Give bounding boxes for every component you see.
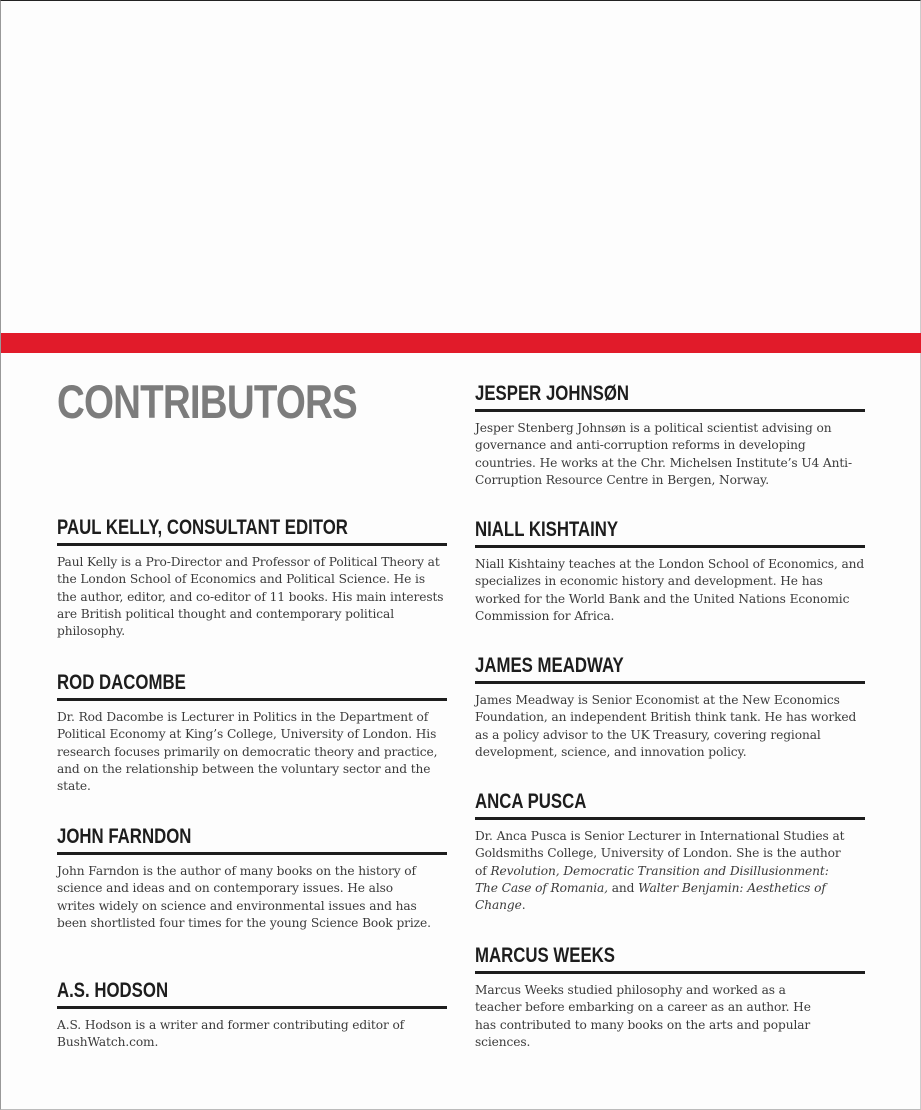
page-title: CONTRIBUTORS bbox=[57, 375, 357, 428]
divider bbox=[57, 852, 447, 855]
divider bbox=[475, 409, 865, 412]
book-title: Revolution, Democratic Transition and Disillusionment: The Case of Romania, bbox=[475, 863, 829, 895]
contributor-entry bbox=[57, 671, 447, 795]
contributor-bio: Jesper Stenberg Johnsøn is a political scientist advising on governance and anti-corruption reforms in developing countries. He works at the Chr. Michelsen Institute’s U4 Anti-Corruption Resource Centre in Bergen, Norway. bbox=[475, 421, 852, 487]
divider bbox=[475, 817, 865, 820]
divider bbox=[475, 545, 865, 548]
bio-text: . bbox=[521, 898, 526, 913]
contributor-entry bbox=[57, 825, 447, 932]
contributor-bio: James Meadway is Senior Economist at the New Economics Foundation, an independent British think tank. He has worked as a policy advisor to the UK Treasury, covering regional development, science, and innovation policy. bbox=[475, 693, 857, 759]
bio-text: Dr. Anca Pusca is Senior Lecturer in International Studies at Goldsmiths College, University of London. She is the author of bbox=[475, 829, 845, 878]
contributor-bio: John Farndon is the author of many books on the history of science and ideas and on contemporary issues. He also writes widely on science and environmental issues and has been shortlisted four times for the young Science Book prize. bbox=[57, 864, 431, 930]
contributor-name: PAUL KELLY, CONSULTANT EDITOR bbox=[57, 516, 348, 539]
contributor-name: MARCUS WEEKS bbox=[475, 944, 616, 967]
contributor-name: NIALL KISHTAINY bbox=[475, 518, 619, 541]
contributor-bio: Dr. Rod Dacombe is Lecturer in Politics in the Department of Political Economy at King’s College, University of London. His research focuses primarily on democratic theory and practice, and on the relationship between the voluntary sector and the state. bbox=[57, 710, 438, 794]
divider bbox=[57, 698, 447, 701]
divider bbox=[57, 1006, 447, 1009]
bio-text: and bbox=[607, 880, 639, 895]
contributor-name: JESPER JOHNSØN bbox=[475, 382, 630, 405]
book-title: Walter Benjamin: Aesthetics of Change bbox=[475, 880, 826, 913]
contributor-name: JAMES MEADWAY bbox=[475, 654, 624, 677]
contributor-entry bbox=[57, 516, 447, 640]
contributor-bio: Paul Kelly is a Pro-Director and Professor of Political Theory at the London School of Economics and Political Science. He is the author, editor, and co-editor of 11 books. His main interests are British political thought and contemporary political philosophy. bbox=[57, 555, 444, 639]
contributor-name: ROD DACOMBE bbox=[57, 671, 186, 694]
accent-band bbox=[1, 333, 921, 353]
contributor-entry bbox=[475, 382, 865, 489]
contributor-entry bbox=[475, 944, 865, 1051]
divider bbox=[475, 681, 865, 684]
contributor-bio: A.S. Hodson is a writer and former contributing editor of BushWatch.com. bbox=[57, 1018, 405, 1050]
contributor-name: A.S. HODSON bbox=[57, 979, 169, 1002]
contributor-name: ANCA PUSCA bbox=[475, 790, 587, 813]
contributor-bio: Niall Kishtainy teaches at the London School of Economics, and specializes in economic history and development. He has worked for the World Bank and the United Nations Economic Commission for Africa. bbox=[475, 557, 865, 623]
divider bbox=[475, 971, 865, 974]
divider bbox=[57, 543, 447, 546]
contributor-entry bbox=[475, 518, 865, 625]
contributor-entry bbox=[475, 790, 865, 914]
contributor-bio bbox=[475, 828, 855, 914]
contributor-name: JOHN FARNDON bbox=[57, 825, 192, 848]
contributor-entry bbox=[475, 654, 865, 761]
contributor-bio: Marcus Weeks studied philosophy and worked as a teacher before embarking on a career as an author. He has contributed to many books on the arts and popular sciences. bbox=[475, 983, 811, 1049]
contributor-entry bbox=[57, 979, 447, 1052]
